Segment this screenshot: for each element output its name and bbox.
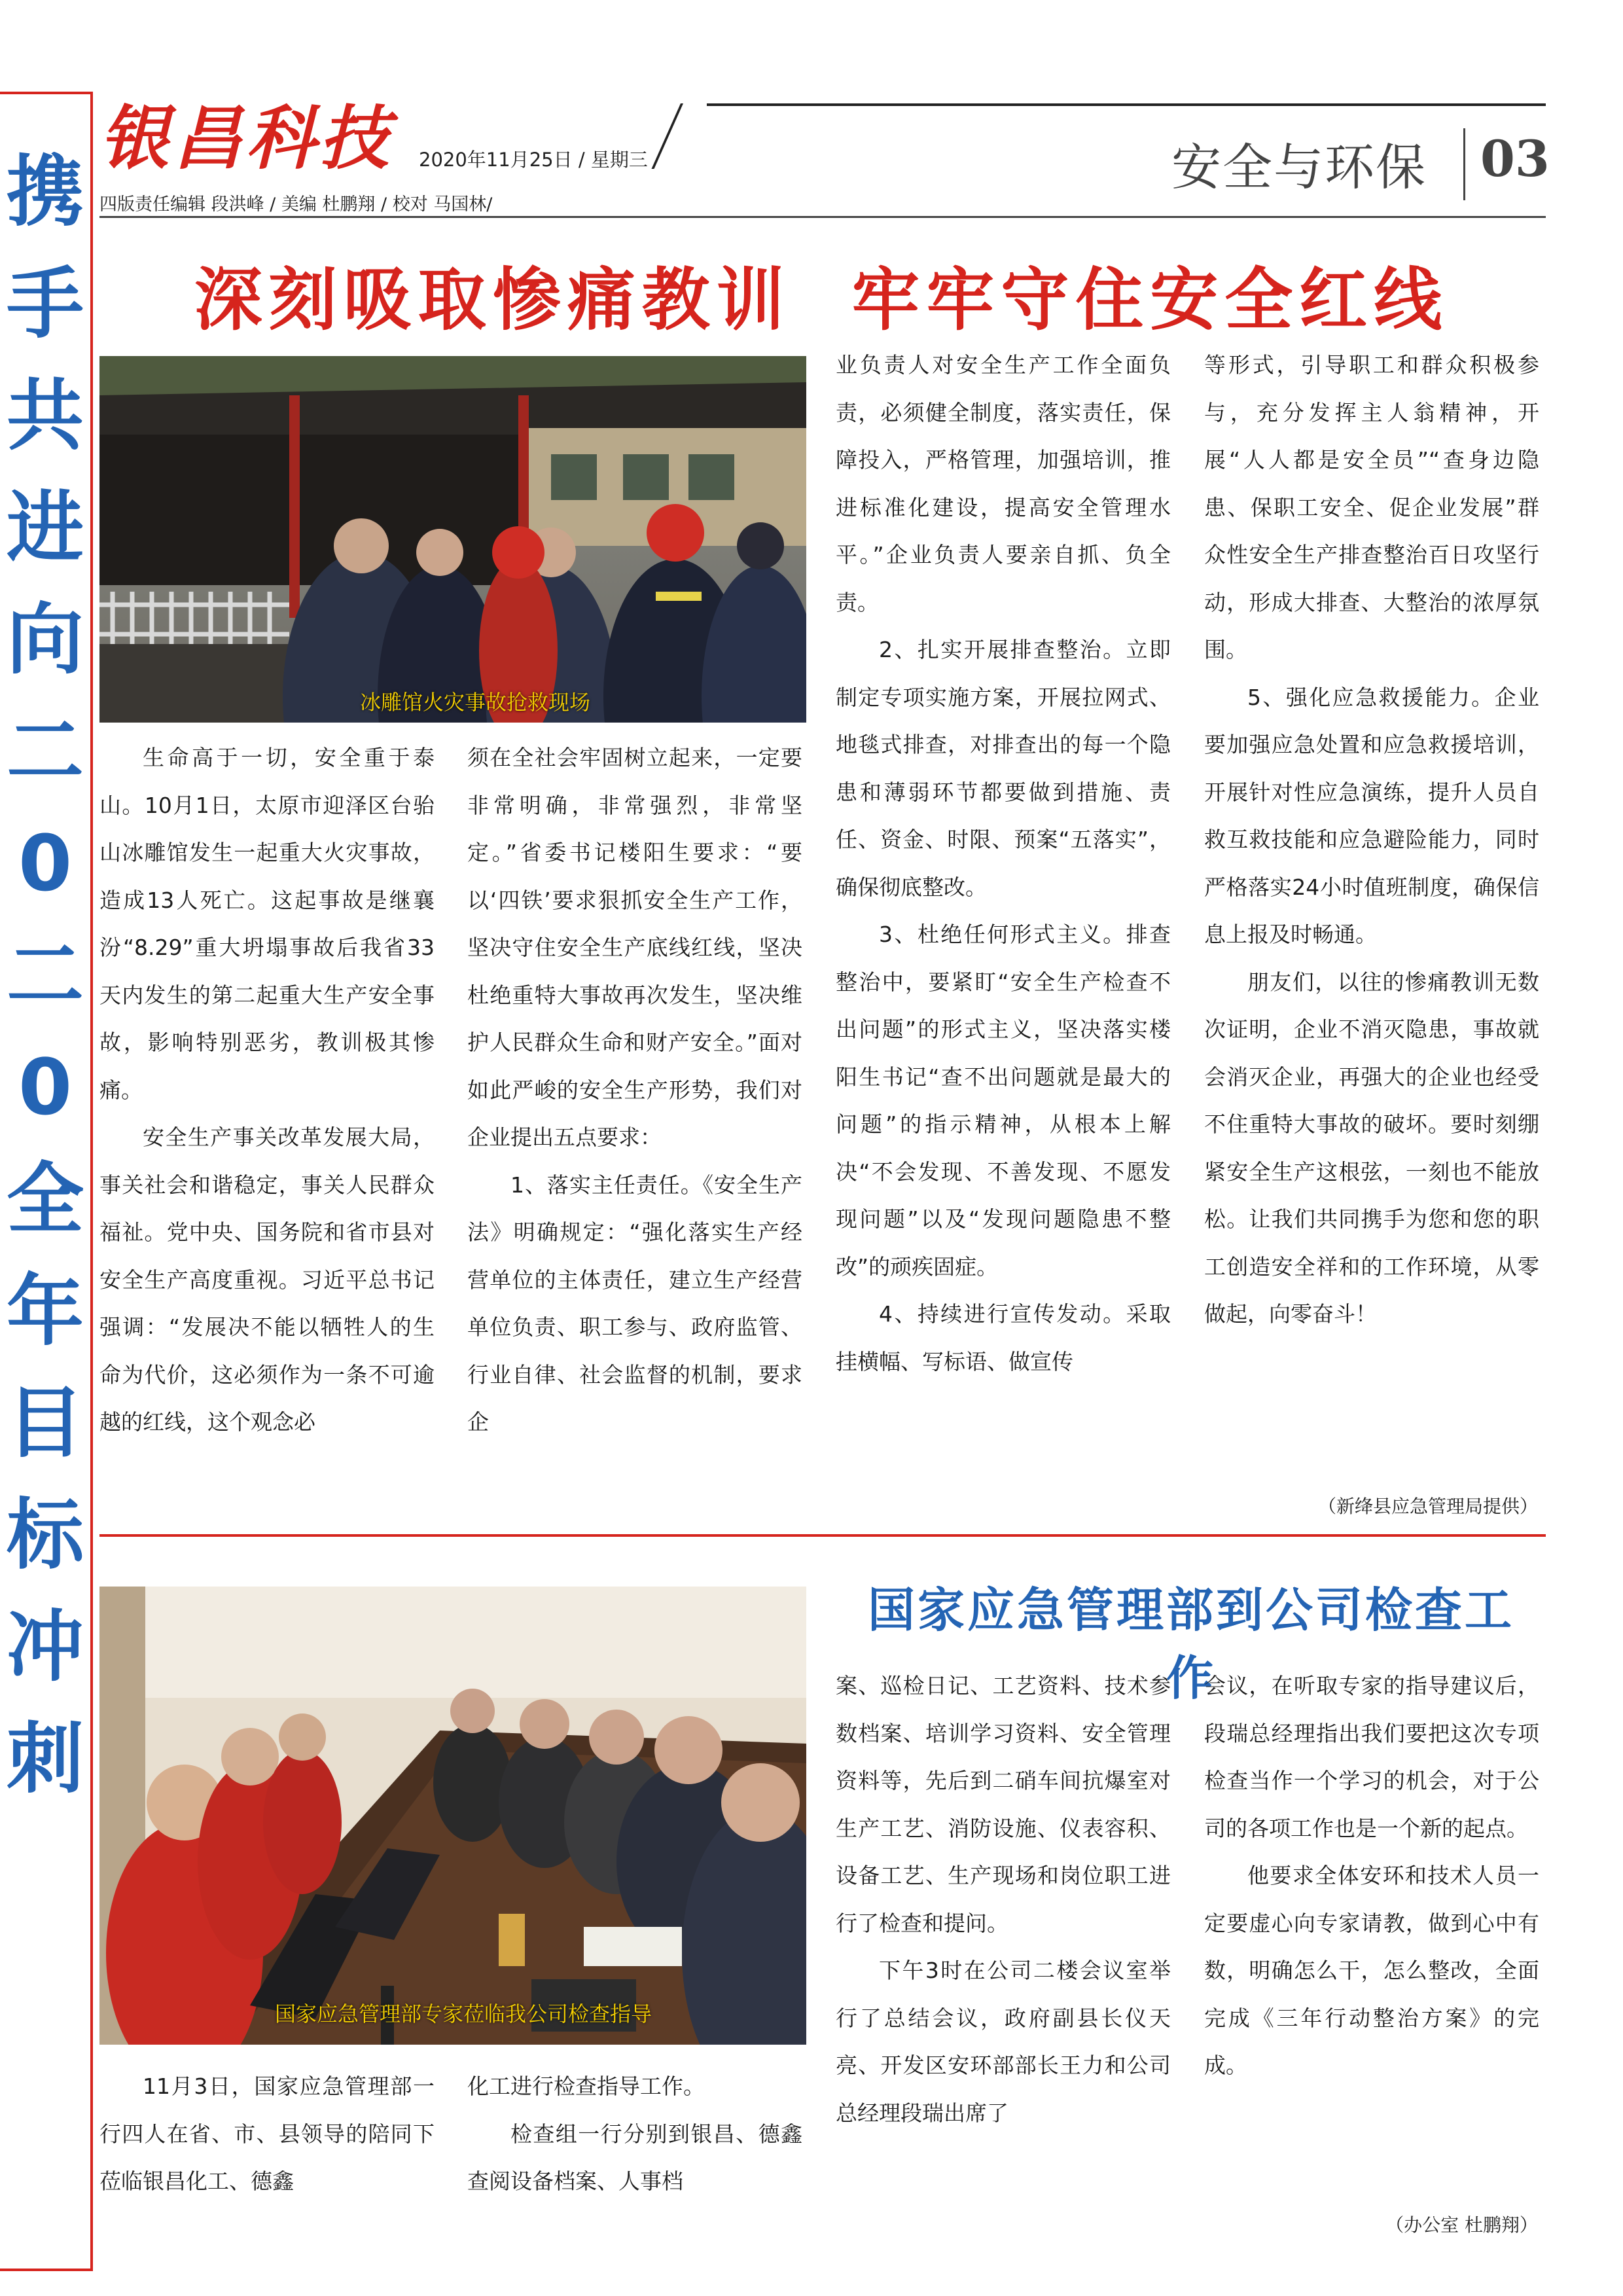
paragraph: 4、持续进行宣传发动。采取挂横幅、写标语、做宣传 <box>836 1301 1171 1374</box>
article-1-column-3 <box>836 342 1171 1386</box>
header-top-rule <box>707 103 1546 106</box>
paragraph: 等形式，引导职工和群众积极参与，充分发挥主人翁精神，开展“人人都是安全员”“查身边隐患、保职工安全、促企业发展”群众性安全生产排查整治百日攻坚行动，形成大排查、大整治的浓厚氛围。 <box>1204 352 1539 662</box>
meeting-scene-image <box>99 1587 806 2045</box>
article-2-headline: 国家应急管理部到公司检查工作 <box>867 1583 1514 1706</box>
page-number: 03 <box>1480 130 1550 188</box>
article-2-credit: （办公室 杜鹏翔） <box>1385 2214 1538 2236</box>
article-2-column-2 <box>467 2063 802 2206</box>
slogan-char: 二 <box>6 930 84 1020</box>
paragraph: 2、扎实开展排查整治。立即制定专项实施方案，开展拉网式、地毯式排查，对排查出的每一个隐患和薄弱环节都要做到措施、责任、资金、时限、预案“五落实”，确保彻底整改。 <box>836 637 1171 900</box>
paragraph: 11月3日，国家应急管理部一行四人在省、市、县领导的陪同下莅临银昌化工、德鑫 <box>99 2073 435 2194</box>
paragraph: 业负责人对安全生产工作全面负责，必须健全制度，落实责任，保障投入，严格管理，加强培训，推进标准化建设，提高安全管理水平。”企业负责人要亲自抓、负全责。 <box>836 352 1171 615</box>
article-2-column-1 <box>99 2063 435 2206</box>
slogan-char: 携 <box>6 147 84 237</box>
publication-date: 2020年11月25日 / 星期三 <box>419 149 648 171</box>
newspaper-logo: 银昌科技 <box>99 97 393 179</box>
article-1-credit: （新绛县应急管理局提供） <box>1317 1496 1538 1517</box>
paragraph: 生命高于一切，安全重于泰山。10月1日，太原市迎泽区台骀山冰雕馆发生一起重大火灾事故，造成13人死亡。这起事故是继襄汾“8.29”重大坍塌事故后我省33天内发生的第二起重大生产安全事故，影响特别恶劣，教训极其惨痛。 <box>99 745 435 1103</box>
article-divider <box>99 1534 1546 1537</box>
article-1-column-4 <box>1204 342 1539 1338</box>
slogan-char: 进 <box>6 482 84 573</box>
paragraph: 须在全社会牢固树立起来，一定要非常明确，非常强烈，非常坚定。”省委书记楼阳生要求：“要以‘四铁’要求狠抓安全生产工作，坚决守住安全生产底线红线，坚决杜绝重特大事故再次发生，坚决维护人民群众生命和财产安全。”面对如此严峻的安全生产形势，我们对企业提出五点要求： <box>467 745 802 1150</box>
header-slant-line <box>651 103 683 169</box>
slogan-char: 共 <box>6 370 84 461</box>
paragraph: 1、落实主任责任。《安全生产法》明确规定：“强化落实生产经营单位的主体责任，建立生产经营单位负责、职工参与、政府监管、行业自律、社会监督的机制，要求企 <box>467 1172 802 1435</box>
fire-rescue-photo <box>99 356 806 723</box>
section-separator <box>1463 128 1465 200</box>
paragraph: 会议，在听取专家的指导建议后，段瑞总经理指出我们要把这次专项检查当作一个学习的机会，对于公司的各项工作也是一个新的起点。 <box>1204 1673 1539 1841</box>
photo-caption: 国家应急管理部专家莅临我公司检查指导 <box>275 2001 652 2026</box>
meeting-photo <box>99 1587 806 2045</box>
photo-caption: 冰雕馆火灾事故抢救现场 <box>360 690 591 715</box>
slogan-char: 标 <box>6 1490 84 1580</box>
slogan-char: 年 <box>6 1266 84 1356</box>
article-2-column-4 <box>1204 1662 1539 2090</box>
slogan-char: 全 <box>6 1154 84 1244</box>
article-1-headline: 深刻吸取惨痛教训 牢牢守住安全红线 <box>194 260 1449 340</box>
slogan-char: 二 <box>6 706 84 797</box>
slogan-char: 冲 <box>6 1602 84 1692</box>
slogan-border <box>0 92 93 2271</box>
article-1-column-1 <box>99 734 435 1446</box>
paragraph: 下午3时在公司二楼会议室举行了总结会议，政府副县长仪天亮、开发区安环部部长王力和公司总经理段瑞出席了 <box>836 1958 1171 2126</box>
slogan-char: 目 <box>6 1378 84 1468</box>
article-2-column-3 <box>836 1662 1171 2137</box>
article-1-column-2 <box>467 734 802 1446</box>
paragraph: 案、巡检日记、工艺资料、技术参数档案、培训学习资料、安全管理资料等，先后到二硝车间抗爆室对生产工艺、消防设施、仪表容积、设备工艺、生产现场和岗位职工进行了检查和提问。 <box>836 1673 1171 1936</box>
paragraph: 安全生产事关改革发展大局，事关社会和谐稳定，事关人民群众福祉。党中央、国务院和省市县对安全生产高度重视。习近平总书记强调：“发展决不能以牺牲人的生命为代价，这必须作为一条不可逾越的红线，这个观念必 <box>99 1124 435 1435</box>
section-title: 安全与环保 <box>1171 138 1427 196</box>
paragraph: 朋友们，以往的惨痛教训无数次证明，企业不消灭隐患，事故就会消灭企业，再强大的企业也经受不住重特大事故的破坏。要时刻绷紧安全生产这根弦，一刻也不能放松。让我们共同携手为您和您的职工创造安全祥和的工作环境，从零做起，向零奋斗！ <box>1204 969 1539 1327</box>
slogan-char: 0 <box>18 818 73 908</box>
slogan-char: 刺 <box>6 1713 84 1804</box>
editor-credits: 四版责任编辑 段洪峰 / 美编 杜鹏翔 / 校对 马国林/ <box>99 194 493 215</box>
paragraph: 3、杜绝任何形式主义。排查整治中，要紧盯“安全生产检查不出问题”的形式主义，坚决落实楼阳生书记“查不出问题就是最大的问题”的指示精神，从根本上解决“不会发现、不善发现、不愿发现问题”以及“发现问题隐患不整改”的顽疾固症。 <box>836 922 1171 1280</box>
paragraph: 检查组一行分别到银昌、德鑫查阅设备档案、人事档 <box>467 2121 802 2194</box>
header-bottom-rule <box>99 216 1546 218</box>
slogan-char: 手 <box>6 259 84 349</box>
fire-scene-image <box>99 356 806 723</box>
slogan-char: 0 <box>18 1042 73 1132</box>
vertical-slogan <box>0 147 90 1832</box>
paragraph: 他要求全体安环和技术人员一定要虚心向专家请教，做到心中有数，明确怎么干，怎么整改，全面完成《三年行动整治方案》的完成。 <box>1204 1863 1539 2078</box>
paragraph: 5、强化应急救援能力。企业要加强应急处置和应急救援培训，开展针对性应急演练，提升人员自救互救技能和应急避险能力，同时严格落实24小时值班制度，确保信息上报及时畅通。 <box>1204 684 1539 947</box>
paragraph: 化工进行检查指导工作。 <box>467 2073 705 2099</box>
slogan-char: 向 <box>6 594 84 685</box>
